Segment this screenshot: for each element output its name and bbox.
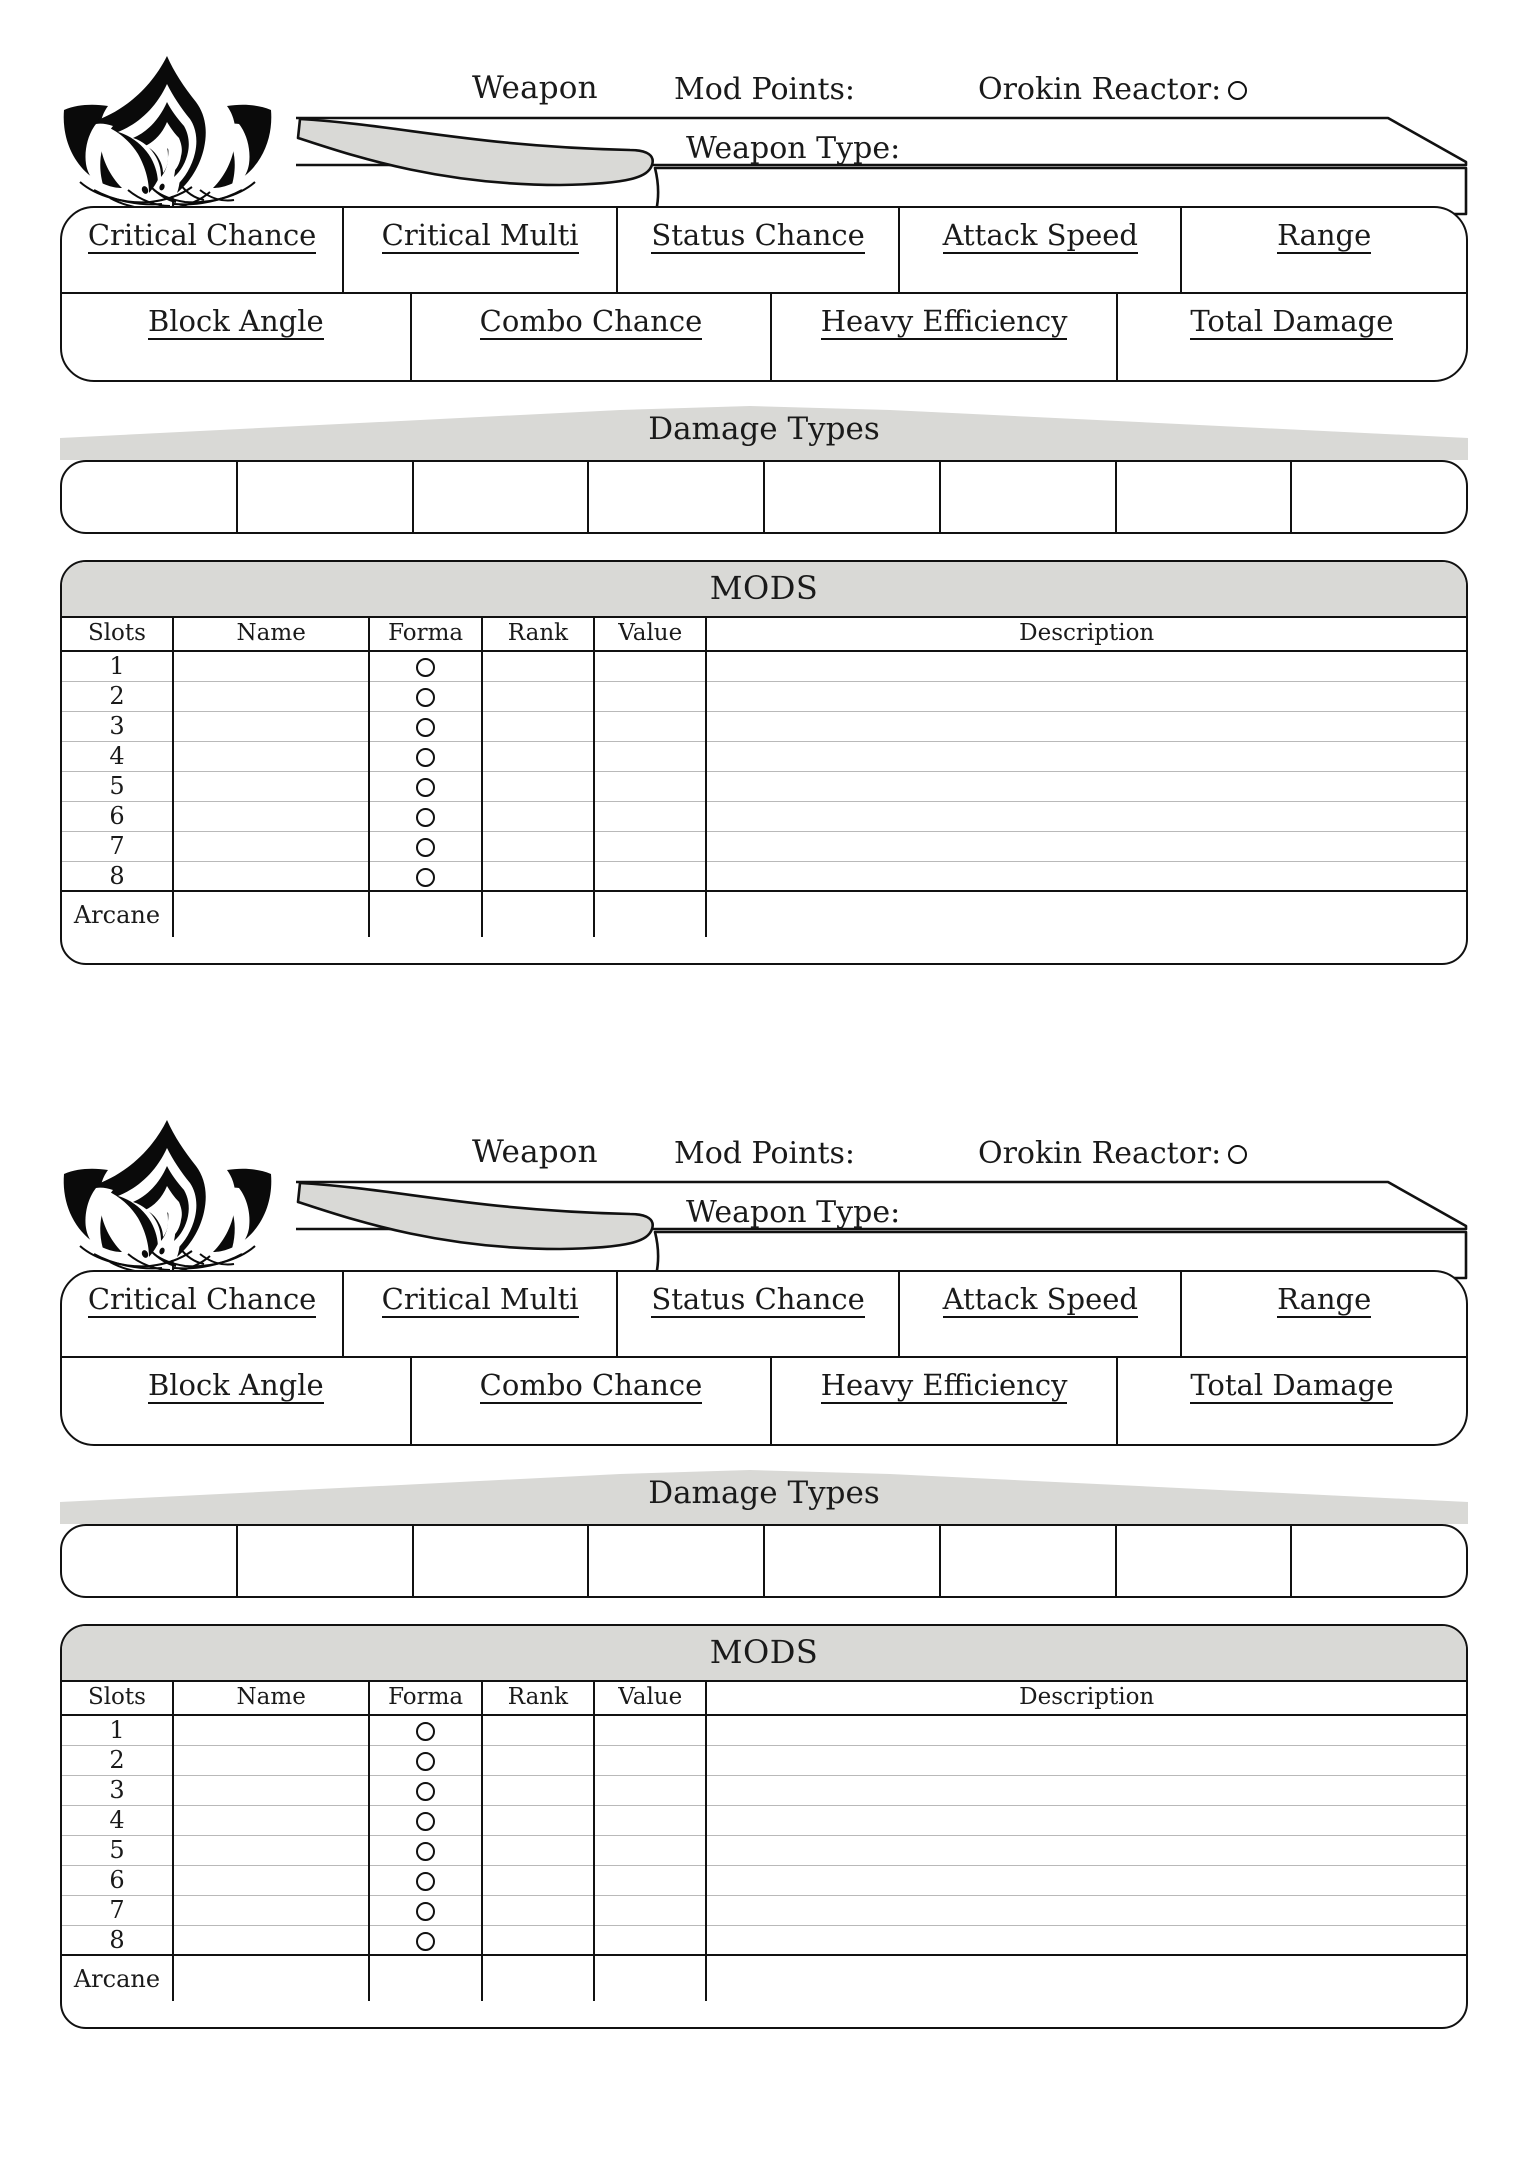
arcane-value-cell[interactable] (594, 891, 706, 937)
circle-checkbox-icon[interactable] (416, 1932, 435, 1951)
mod-rank-cell[interactable] (482, 801, 594, 831)
mod-name-cell[interactable] (173, 681, 370, 711)
weapon-type-label: Weapon Type: (686, 131, 901, 166)
mods-title: MODS (62, 1626, 1466, 1682)
stat-label: Critical Chance (88, 1284, 317, 1318)
stat-combo-chance[interactable] (412, 294, 773, 380)
mod-description-cell[interactable] (706, 801, 1466, 831)
mod-description-cell[interactable] (706, 1745, 1466, 1775)
mod-slot-number: 8 (62, 861, 173, 891)
damage-type-box[interactable] (589, 462, 765, 532)
mod-value-cell[interactable] (594, 741, 706, 771)
damage-type-box[interactable] (62, 462, 238, 532)
mod-slot-number: 3 (62, 1775, 173, 1805)
mod-rank-cell[interactable] (482, 771, 594, 801)
stat-range[interactable] (1182, 1272, 1466, 1356)
mod-forma-cell[interactable] (369, 1895, 481, 1925)
circle-checkbox-icon[interactable] (416, 1872, 435, 1891)
mod-forma-cell[interactable] (369, 1715, 481, 1745)
stats-row-secondary (62, 1358, 1466, 1444)
mods-col-forma: Forma (369, 1682, 481, 1715)
mod-value-cell[interactable] (594, 771, 706, 801)
stat-label: Status Chance (651, 220, 864, 254)
mod-name-cell[interactable] (173, 1745, 370, 1775)
circle-checkbox-icon[interactable] (1228, 1145, 1247, 1164)
weapon-type-label: Weapon Type: (686, 1195, 901, 1230)
mod-rank-cell[interactable] (482, 1835, 594, 1865)
damage-types-section (60, 1468, 1468, 1598)
arcane-rank-cell[interactable] (482, 1955, 594, 2001)
mod-rank-cell[interactable] (482, 1715, 594, 1745)
orokin-reactor-label: Orokin Reactor: (978, 72, 1222, 107)
damage-type-box[interactable] (1292, 1526, 1466, 1596)
weapon-sheet-panel-2 (0, 1110, 1528, 2029)
mod-name-cell[interactable] (173, 741, 370, 771)
mod-name-cell[interactable] (173, 1865, 370, 1895)
stat-block-angle[interactable] (62, 1358, 412, 1444)
mod-value-cell[interactable] (594, 1775, 706, 1805)
mod-rank-cell[interactable] (482, 1775, 594, 1805)
mods-table-footer-space (62, 2001, 1466, 2027)
header-labels (60, 46, 1468, 206)
mod-forma-cell[interactable] (369, 1775, 481, 1805)
mods-col-rank: Rank (482, 1682, 594, 1715)
circle-checkbox-icon[interactable] (416, 658, 435, 677)
mod-slot-number: 8 (62, 1925, 173, 1955)
mods-col-slots: Slots (62, 1682, 173, 1715)
stat-critical-multi[interactable] (344, 208, 618, 292)
mod-name-cell[interactable] (173, 831, 370, 861)
mods-col-value: Value (594, 1682, 706, 1715)
stat-label: Combo Chance (480, 1370, 703, 1404)
mods-table (62, 1682, 1466, 2001)
mod-slot-number: 2 (62, 681, 173, 711)
damage-types-title: Damage Types (648, 411, 880, 447)
mod-slot-number: 7 (62, 831, 173, 861)
damage-types-banner (60, 1468, 1468, 1524)
mod-description-cell[interactable] (706, 711, 1466, 741)
panel-header (60, 1110, 1468, 1270)
mod-description-cell[interactable] (706, 651, 1466, 681)
circle-checkbox-icon[interactable] (416, 688, 435, 707)
stat-label: Critical Multi (382, 220, 579, 254)
circle-checkbox-icon[interactable] (416, 808, 435, 827)
mods-col-value: Value (594, 618, 706, 651)
mod-name-cell[interactable] (173, 1715, 370, 1745)
mod-forma-cell[interactable] (369, 861, 481, 891)
table-row (62, 891, 1466, 937)
stat-attack-speed[interactable] (900, 208, 1182, 292)
circle-checkbox-icon[interactable] (1228, 81, 1247, 100)
mods-col-rank: Rank (482, 618, 594, 651)
mod-slot-number: 4 (62, 1805, 173, 1835)
mod-rank-cell[interactable] (482, 831, 594, 861)
mod-slot-number: 5 (62, 1835, 173, 1865)
mod-slot-arcane-label: Arcane (62, 1955, 173, 2001)
damage-type-box[interactable] (1292, 462, 1466, 532)
stat-attack-speed[interactable] (900, 1272, 1182, 1356)
table-row (62, 1775, 1466, 1805)
mods-col-description: Description (706, 1682, 1466, 1715)
stats-row-primary (62, 208, 1466, 294)
mod-value-cell[interactable] (594, 681, 706, 711)
table-row (62, 801, 1466, 831)
stat-block-angle[interactable] (62, 294, 412, 380)
damage-type-box[interactable] (1117, 462, 1293, 532)
mods-col-description: Description (706, 618, 1466, 651)
stat-range[interactable] (1182, 208, 1466, 292)
circle-checkbox-icon[interactable] (416, 718, 435, 737)
mod-name-cell[interactable] (173, 651, 370, 681)
mod-description-cell[interactable] (706, 771, 1466, 801)
stat-label: Heavy Efficiency (821, 1370, 1068, 1404)
mod-name-cell[interactable] (173, 861, 370, 891)
mod-forma-cell[interactable] (369, 1865, 481, 1895)
mod-rank-cell[interactable] (482, 651, 594, 681)
table-row (62, 741, 1466, 771)
arcane-description-cell[interactable] (706, 891, 1466, 937)
circle-checkbox-icon[interactable] (416, 868, 435, 887)
circle-checkbox-icon[interactable] (416, 1722, 435, 1741)
circle-checkbox-icon[interactable] (416, 748, 435, 767)
mod-forma-cell[interactable] (369, 1925, 481, 1955)
damage-type-box[interactable] (589, 1526, 765, 1596)
mod-forma-cell[interactable] (369, 1745, 481, 1775)
mod-description-cell[interactable] (706, 1925, 1466, 1955)
mod-name-cell[interactable] (173, 1835, 370, 1865)
stat-label: Range (1277, 220, 1371, 254)
weapon-label: Weapon (472, 70, 598, 106)
table-row (62, 711, 1466, 741)
mod-rank-cell[interactable] (482, 711, 594, 741)
stat-status-chance[interactable] (618, 208, 900, 292)
mod-slot-number: 4 (62, 741, 173, 771)
mods-col-slots: Slots (62, 618, 173, 651)
stat-label: Total Damage (1190, 306, 1393, 340)
mod-rank-cell[interactable] (482, 861, 594, 891)
mod-name-cell[interactable] (173, 801, 370, 831)
table-row (62, 1925, 1466, 1955)
header-labels (60, 1110, 1468, 1270)
weapon-stats-block (60, 1270, 1468, 1446)
mod-rank-cell[interactable] (482, 741, 594, 771)
mod-rank-cell[interactable] (482, 1895, 594, 1925)
weapon-stats-block (60, 206, 1468, 382)
table-row (62, 1715, 1466, 1745)
stat-heavy-efficiency[interactable] (772, 294, 1117, 380)
damage-type-box[interactable] (1117, 1526, 1293, 1596)
mod-value-cell[interactable] (594, 831, 706, 861)
mod-value-cell[interactable] (594, 1805, 706, 1835)
damage-type-box[interactable] (238, 462, 414, 532)
table-row (62, 1745, 1466, 1775)
stat-label: Range (1277, 1284, 1371, 1318)
stat-label: Critical Chance (88, 220, 317, 254)
stat-total-damage[interactable] (1118, 294, 1466, 380)
mod-value-cell[interactable] (594, 651, 706, 681)
mod-forma-cell[interactable] (369, 711, 481, 741)
mod-value-cell[interactable] (594, 1865, 706, 1895)
damage-types-title: Damage Types (648, 1475, 880, 1511)
stats-row-secondary (62, 294, 1466, 380)
mod-value-cell[interactable] (594, 1835, 706, 1865)
mod-slot-number: 7 (62, 1895, 173, 1925)
mod-value-cell[interactable] (594, 1715, 706, 1745)
mods-title: MODS (62, 562, 1466, 618)
mod-slot-number: 6 (62, 801, 173, 831)
mod-rank-cell[interactable] (482, 1805, 594, 1835)
mod-points-label-text: Mod Points: (674, 72, 856, 107)
mod-name-cell[interactable] (173, 711, 370, 741)
mod-name-cell[interactable] (173, 1925, 370, 1955)
stat-label: Attack Speed (943, 220, 1138, 254)
arcane-description-cell[interactable] (706, 1955, 1466, 2001)
stat-label: Heavy Efficiency (821, 306, 1068, 340)
mod-value-cell[interactable] (594, 1925, 706, 1955)
stat-label: Block Angle (148, 306, 324, 340)
mod-slot-arcane-label: Arcane (62, 891, 173, 937)
mod-description-cell[interactable] (706, 1835, 1466, 1865)
mod-slot-number: 6 (62, 1865, 173, 1895)
stat-combo-chance[interactable] (412, 1358, 773, 1444)
mod-value-cell[interactable] (594, 801, 706, 831)
table-row (62, 1955, 1466, 2001)
stat-label: Block Angle (148, 1370, 324, 1404)
table-row (62, 1865, 1466, 1895)
mod-forma-cell[interactable] (369, 831, 481, 861)
mod-rank-cell[interactable] (482, 1865, 594, 1895)
circle-checkbox-icon[interactable] (416, 838, 435, 857)
mod-points-label (674, 72, 855, 107)
mods-col-forma: Forma (369, 618, 481, 651)
mod-value-cell[interactable] (594, 1745, 706, 1775)
stat-total-damage[interactable] (1118, 1358, 1466, 1444)
damage-type-box[interactable] (238, 1526, 414, 1596)
mod-description-cell[interactable] (706, 681, 1466, 711)
mod-forma-cell[interactable] (369, 741, 481, 771)
mod-slot-number: 5 (62, 771, 173, 801)
mod-rank-cell[interactable] (482, 1925, 594, 1955)
stat-critical-chance[interactable] (62, 1272, 344, 1356)
damage-type-box[interactable] (765, 1526, 941, 1596)
mod-description-cell[interactable] (706, 1865, 1466, 1895)
damage-types-boxes (60, 460, 1468, 534)
table-row (62, 1835, 1466, 1865)
table-row (62, 681, 1466, 711)
table-row (62, 1805, 1466, 1835)
arcane-forma-cell[interactable] (369, 891, 481, 937)
damage-type-box[interactable] (414, 1526, 590, 1596)
mod-points-label-text: Mod Points: (674, 1136, 856, 1171)
circle-checkbox-icon[interactable] (416, 1842, 435, 1861)
mods-col-name: Name (173, 618, 370, 651)
circle-checkbox-icon[interactable] (416, 1902, 435, 1921)
stat-status-chance[interactable] (618, 1272, 900, 1356)
table-row (62, 861, 1466, 891)
mod-value-cell[interactable] (594, 1895, 706, 1925)
orokin-reactor-label: Orokin Reactor: (978, 1136, 1222, 1171)
damage-types-boxes (60, 1524, 1468, 1598)
stat-label: Attack Speed (943, 1284, 1138, 1318)
mod-name-cell[interactable] (173, 1775, 370, 1805)
table-row (62, 651, 1466, 681)
mods-table-header-row (62, 1682, 1466, 1715)
stat-heavy-efficiency[interactable] (772, 1358, 1117, 1444)
arcane-forma-cell[interactable] (369, 1955, 481, 2001)
circle-checkbox-icon[interactable] (416, 778, 435, 797)
mod-forma-cell[interactable] (369, 681, 481, 711)
mod-slot-number: 3 (62, 711, 173, 741)
arcane-rank-cell[interactable] (482, 891, 594, 937)
mods-table-footer-space (62, 937, 1466, 963)
mod-value-cell[interactable] (594, 861, 706, 891)
mod-description-cell[interactable] (706, 1805, 1466, 1835)
mod-forma-cell[interactable] (369, 1805, 481, 1835)
arcane-name-cell[interactable] (173, 891, 370, 937)
mod-description-cell[interactable] (706, 831, 1466, 861)
stat-critical-chance[interactable] (62, 208, 344, 292)
mods-table (62, 618, 1466, 937)
mods-section (60, 1624, 1468, 2029)
mod-name-cell[interactable] (173, 1895, 370, 1925)
stat-critical-multi[interactable] (344, 1272, 618, 1356)
orokin-reactor-field (978, 1136, 1247, 1171)
mod-forma-cell[interactable] (369, 771, 481, 801)
stat-label: Critical Multi (382, 1284, 579, 1318)
mod-points-label (674, 1136, 855, 1171)
mods-section (60, 560, 1468, 965)
damage-types-section (60, 404, 1468, 534)
weapon-sheet-panel-1 (0, 46, 1528, 965)
mod-value-cell[interactable] (594, 711, 706, 741)
table-row (62, 1895, 1466, 1925)
stat-label: Status Chance (651, 1284, 864, 1318)
damage-type-box[interactable] (941, 462, 1117, 532)
mod-description-cell[interactable] (706, 861, 1466, 891)
damage-type-box[interactable] (765, 462, 941, 532)
mod-description-cell[interactable] (706, 741, 1466, 771)
arcane-name-cell[interactable] (173, 1955, 370, 2001)
mod-forma-cell[interactable] (369, 651, 481, 681)
circle-checkbox-icon[interactable] (416, 1812, 435, 1831)
weapon-label: Weapon (472, 1134, 598, 1170)
panel-header (60, 46, 1468, 206)
mod-slot-number: 2 (62, 1745, 173, 1775)
damage-type-box[interactable] (941, 1526, 1117, 1596)
mod-rank-cell[interactable] (482, 1745, 594, 1775)
mod-forma-cell[interactable] (369, 1835, 481, 1865)
mod-rank-cell[interactable] (482, 681, 594, 711)
orokin-reactor-field (978, 72, 1247, 107)
mods-table-header-row (62, 618, 1466, 651)
table-row (62, 771, 1466, 801)
mod-slot-number: 1 (62, 1715, 173, 1745)
stat-label: Combo Chance (480, 306, 703, 340)
mod-slot-number: 1 (62, 651, 173, 681)
mod-forma-cell[interactable] (369, 801, 481, 831)
table-row (62, 831, 1466, 861)
damage-types-banner (60, 404, 1468, 460)
mod-name-cell[interactable] (173, 1805, 370, 1835)
mods-col-name: Name (173, 1682, 370, 1715)
damage-type-box[interactable] (414, 462, 590, 532)
arcane-value-cell[interactable] (594, 1955, 706, 2001)
mod-description-cell[interactable] (706, 1715, 1466, 1745)
damage-type-box[interactable] (62, 1526, 238, 1596)
circle-checkbox-icon[interactable] (416, 1752, 435, 1771)
mod-description-cell[interactable] (706, 1895, 1466, 1925)
mod-name-cell[interactable] (173, 771, 370, 801)
stats-row-primary (62, 1272, 1466, 1358)
mod-description-cell[interactable] (706, 1775, 1466, 1805)
circle-checkbox-icon[interactable] (416, 1782, 435, 1801)
stat-label: Total Damage (1190, 1370, 1393, 1404)
